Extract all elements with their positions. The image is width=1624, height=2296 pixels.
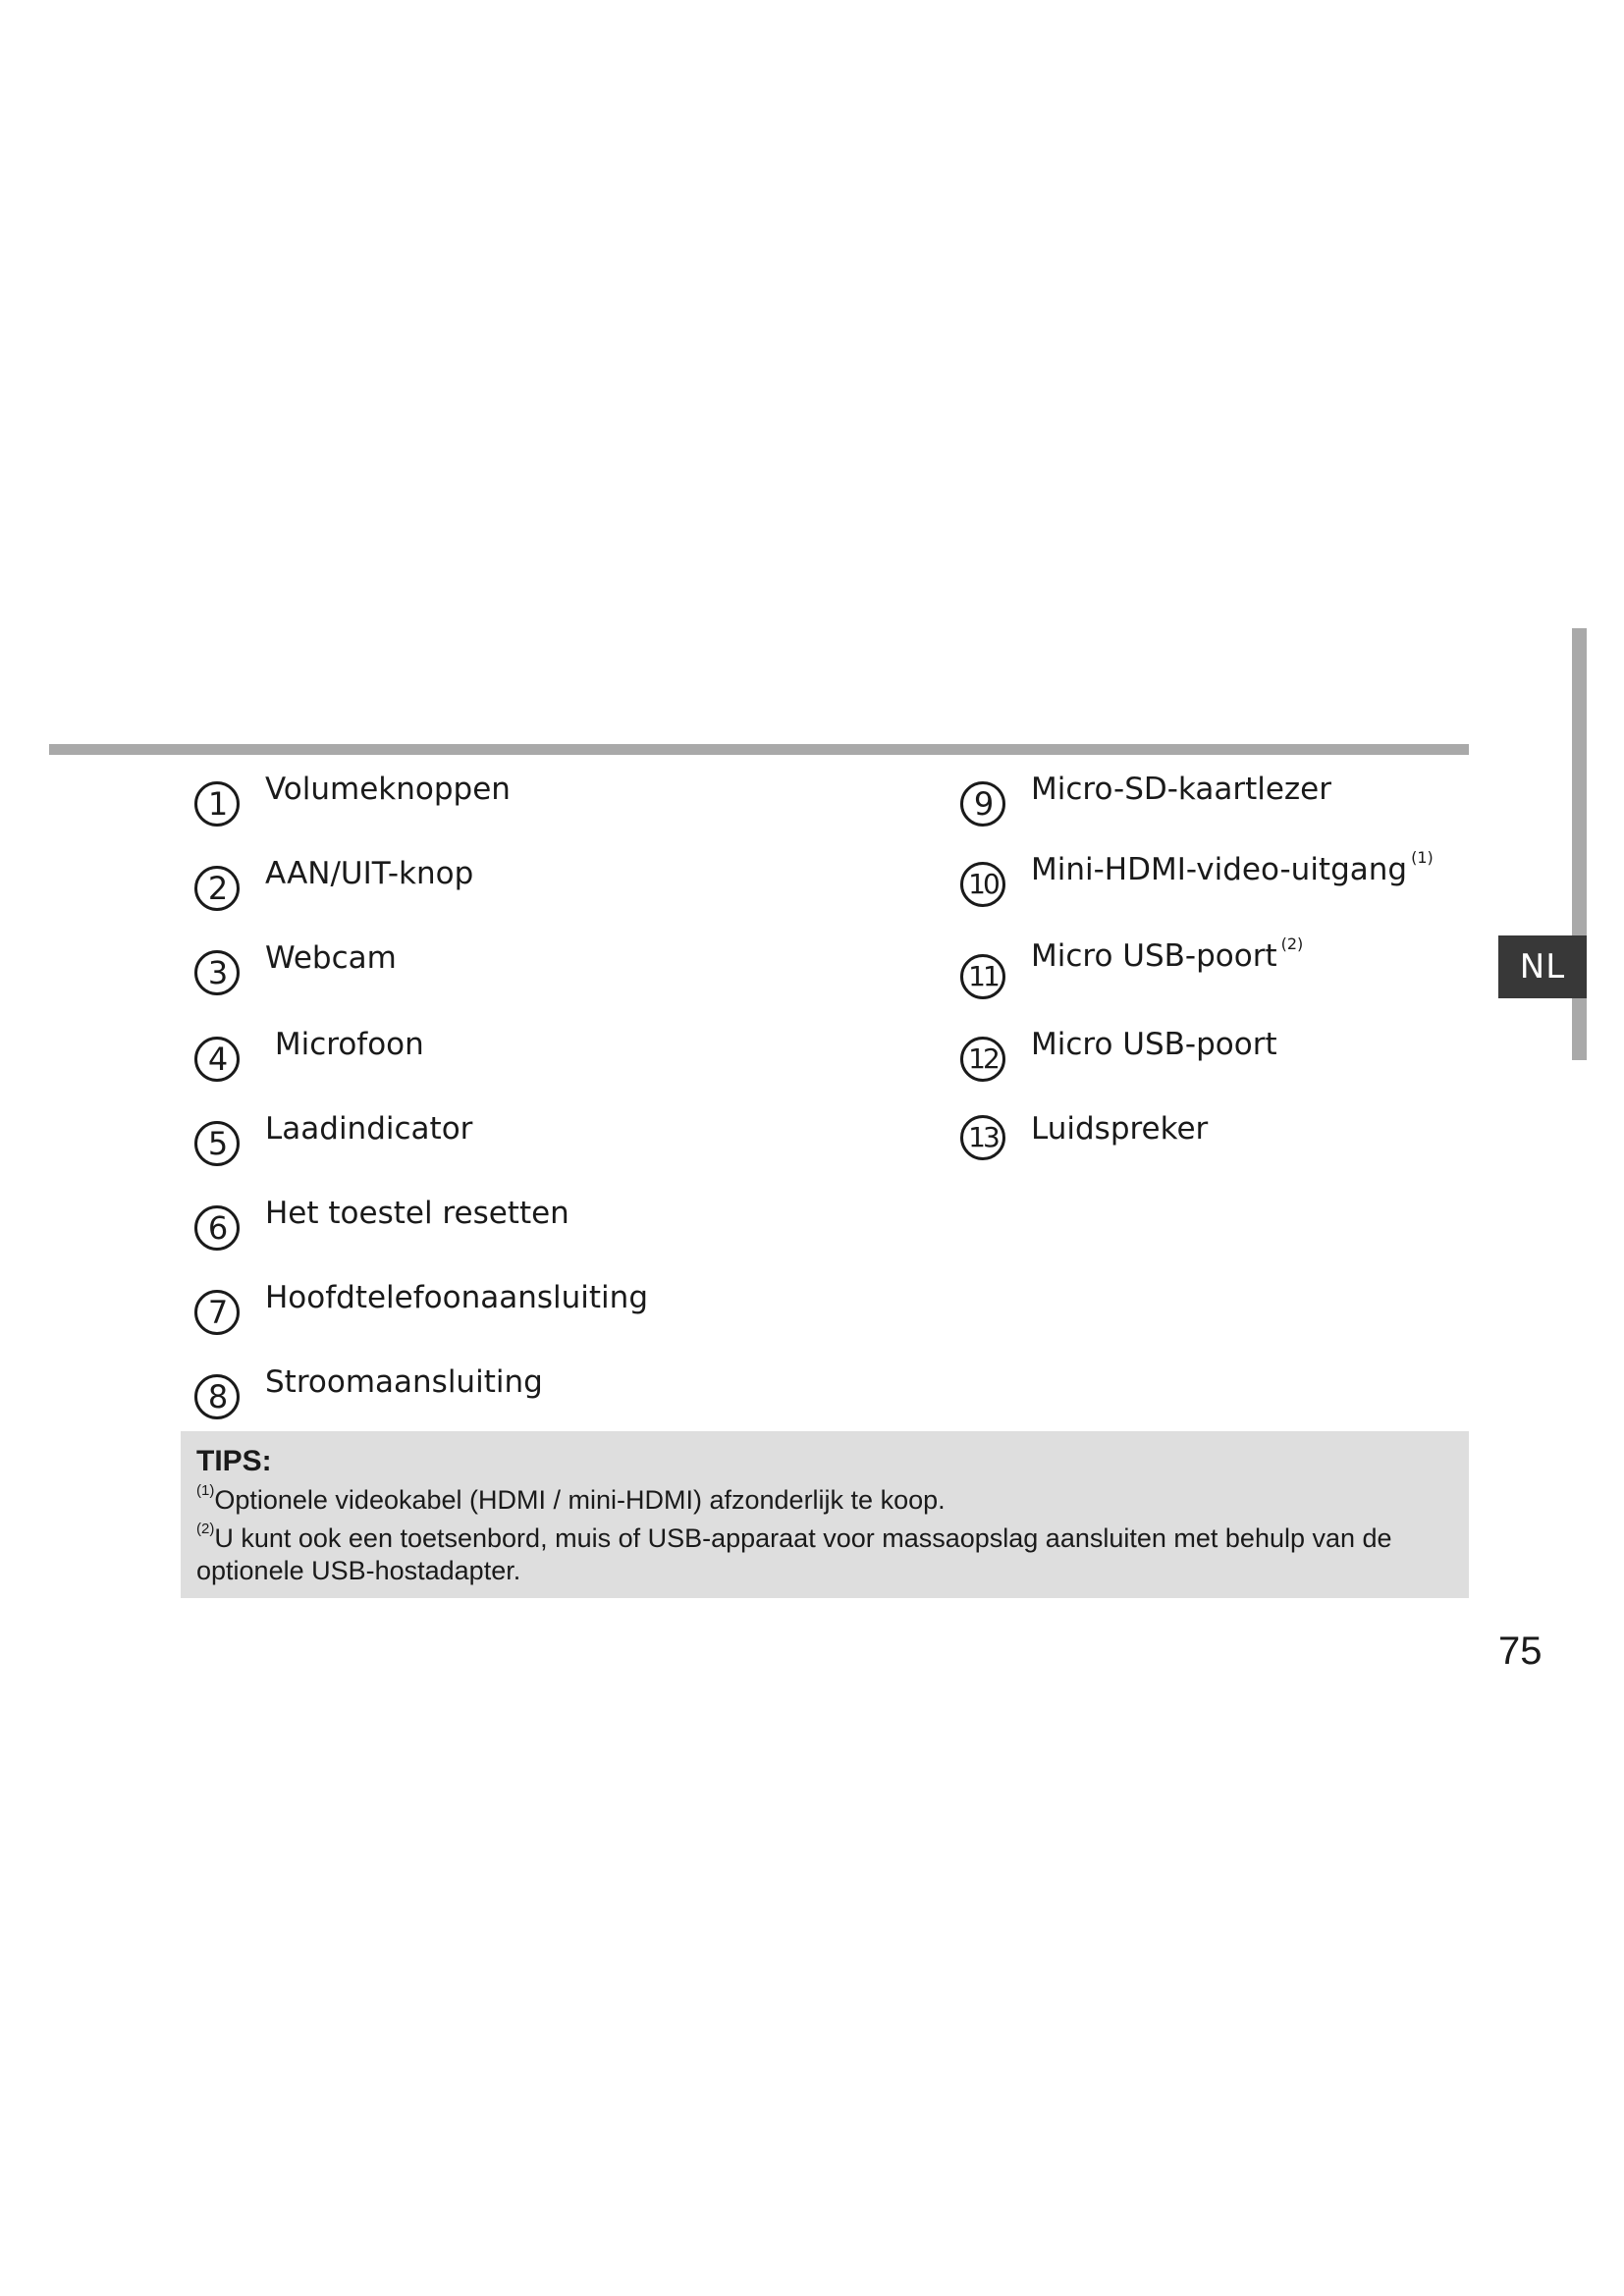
item-number-badge: 3 [194, 950, 240, 995]
footnote-marker: (1) [196, 1482, 215, 1499]
item-label: Stroomaansluiting [265, 1364, 543, 1400]
footnote-marker: (2) [196, 1521, 215, 1537]
item-label: Volumeknoppen [265, 772, 511, 807]
item-number-badge: 6 [194, 1205, 240, 1251]
item-number-badge: 4 [194, 1037, 240, 1082]
item-label: Hoofdtelefoonaansluiting [265, 1280, 648, 1315]
item-label: Mini-HDMI-video-uitgang [1031, 852, 1408, 887]
item-label: Micro USB-poort [1031, 938, 1277, 974]
item-number-badge: 12 [960, 1037, 1005, 1082]
tip-text: U kunt ook een toetsenbord, muis of USB-apparaat voor massaopslag aansluiten met behulp van de [214, 1523, 1392, 1553]
item-number-badge: 7 [194, 1290, 240, 1335]
tip-text: Optionele videokabel (HDMI / mini-HDMI) afzonderlijk te koop. [214, 1485, 946, 1515]
language-tab: NL [1498, 935, 1587, 998]
tip-1 [196, 1478, 1453, 1517]
item-number-badge: 1 [194, 781, 240, 827]
item-number-badge: 9 [960, 781, 1005, 827]
page-number: 75 [1498, 1629, 1543, 1673]
item-number-badge: 8 [194, 1374, 240, 1419]
tip-2 [196, 1517, 1453, 1555]
item-number-badge: 2 [194, 866, 240, 911]
tips-box [181, 1431, 1469, 1598]
item-number-badge: 5 [194, 1121, 240, 1166]
item-label: Luidspreker [1031, 1111, 1209, 1147]
item-label: Micro-SD-kaartlezer [1031, 772, 1332, 807]
item-label: Microfoon [265, 1027, 424, 1062]
item-label: Micro USB-poort [1031, 1027, 1277, 1062]
tips-title: TIPS: [196, 1445, 272, 1477]
section-top-rule [49, 744, 1469, 755]
footnote-marker: (1) [1411, 847, 1434, 867]
item-number-badge: 11 [960, 954, 1005, 999]
item-label-wrap [1031, 934, 1304, 974]
item-label: Webcam [265, 940, 397, 976]
item-label: Het toestel resetten [265, 1196, 569, 1231]
item-label: AAN/UIT-knop [265, 856, 474, 891]
tip-2-continued: optionele USB-hostadapter. [196, 1556, 521, 1585]
item-label-wrap [1031, 847, 1434, 887]
item-number-badge: 13 [960, 1115, 1005, 1160]
item-label: Laadindicator [265, 1111, 473, 1147]
footnote-marker: (2) [1280, 934, 1304, 953]
item-number-badge: 10 [960, 862, 1005, 907]
